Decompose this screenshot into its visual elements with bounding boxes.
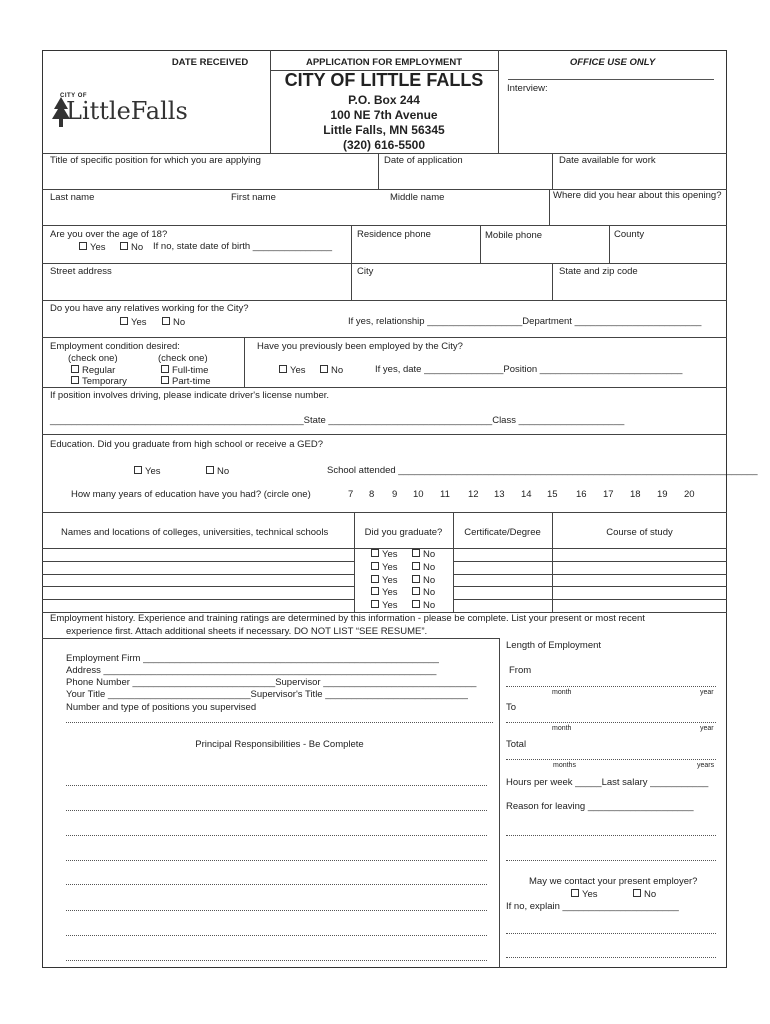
years-option[interactable]: 13: [494, 489, 505, 500]
city-logo: CITY OF LittleFalls: [52, 93, 182, 127]
history-instruction-1: Employment history. Experience and training ratings are determined by this information - please be complete. List your present or most recent: [50, 613, 645, 624]
position-title-label: Title of specific position for which you are applying: [50, 155, 261, 166]
relatives-question: Do you have any relatives working for the City?: [50, 303, 249, 314]
checkbox[interactable]: [412, 600, 420, 608]
years-option[interactable]: 19: [657, 489, 668, 500]
age-no-checkbox[interactable]: No: [120, 242, 143, 253]
responsibility-line[interactable]: [66, 960, 487, 961]
city-label: City: [357, 266, 374, 277]
to-label: To: [506, 702, 517, 713]
explain-line[interactable]: [506, 957, 716, 958]
total-line[interactable]: [506, 759, 716, 760]
address-line-1: P.O. Box 244: [348, 93, 420, 107]
responsibility-line[interactable]: [66, 810, 487, 811]
employment-firm-field[interactable]: Employment Firm ________________________________________________________: [66, 653, 439, 664]
state-zip-label: State and zip code: [559, 266, 638, 277]
address-line-3: Little Falls, MN 56345: [323, 123, 445, 137]
prev-date-position-field[interactable]: If yes, date _______________Position ___________________________: [375, 364, 683, 375]
responsibility-line[interactable]: [66, 884, 487, 885]
responsibility-line[interactable]: [66, 910, 487, 911]
checkbox[interactable]: [279, 365, 287, 373]
year-caption: year: [700, 689, 714, 696]
from-line[interactable]: [506, 686, 716, 687]
checkbox[interactable]: [71, 376, 79, 384]
age-question: Are you over the age of 18?: [50, 229, 168, 240]
principal-responsibilities-label: Principal Responsibilities - Be Complete: [195, 739, 364, 750]
first-name-label: First name: [231, 192, 276, 203]
reason-line[interactable]: [506, 835, 716, 836]
responsibility-line[interactable]: [66, 860, 487, 861]
years-option[interactable]: 14: [521, 489, 532, 500]
years-option[interactable]: 18: [630, 489, 641, 500]
checkbox[interactable]: [79, 242, 87, 250]
month-caption: month: [552, 689, 572, 696]
fulltime-checkbox[interactable]: Full-time: [161, 365, 208, 376]
check-one-label: (check one): [68, 353, 118, 364]
mobile-phone-label: Mobile phone: [485, 230, 543, 241]
contact-no-checkbox[interactable]: No: [633, 889, 656, 900]
checkbox[interactable]: [412, 549, 420, 557]
date-received-label: DATE RECEIVED: [171, 57, 249, 68]
responsibility-line[interactable]: [66, 935, 487, 936]
state-birth-field[interactable]: If no, state date of birth _______________: [153, 241, 333, 252]
checkbox[interactable]: [134, 466, 142, 474]
years-option[interactable]: 15: [547, 489, 558, 500]
responsibility-line[interactable]: [66, 835, 487, 836]
city-name: CITY OF LITTLE FALLS: [284, 70, 484, 90]
graduate-yes-checkbox[interactable]: Yes: [371, 549, 398, 560]
colleges-header: Names and locations of colleges, universities, technical schools: [61, 527, 329, 538]
relatives-yes-checkbox[interactable]: Yes: [120, 317, 147, 328]
checkbox[interactable]: [206, 466, 214, 474]
checkbox[interactable]: [161, 376, 169, 384]
length-employment-label: Length of Employment: [506, 640, 602, 651]
checkbox[interactable]: [412, 575, 420, 583]
certificate-header: Certificate/Degree: [464, 527, 541, 538]
education-question: Education. Did you graduate from high school or receive a GED?: [50, 439, 324, 450]
check-one-label: (check one): [158, 353, 208, 364]
positions-supervised-label: Number and type of positions you supervised: [66, 702, 257, 713]
checkbox[interactable]: [412, 562, 420, 570]
positions-supervised-line[interactable]: [66, 722, 493, 723]
street-address-label: Street address: [50, 266, 112, 277]
from-label: From: [509, 665, 532, 676]
graduate-no-checkbox[interactable]: No: [412, 562, 435, 573]
school-attended-field[interactable]: School attended ____________________________________________________________________: [327, 465, 758, 476]
years-option[interactable]: 17: [603, 489, 614, 500]
to-line[interactable]: [506, 722, 716, 723]
graduate-no-checkbox[interactable]: No: [412, 587, 435, 598]
employment-condition-label: Employment condition desired:: [50, 341, 180, 352]
years-option[interactable]: 16: [576, 489, 587, 500]
graduate-yes-checkbox[interactable]: Yes: [371, 575, 398, 586]
residence-phone-label: Residence phone: [357, 229, 431, 240]
month-caption: month: [552, 725, 572, 732]
application-form: [42, 50, 727, 968]
months-caption: months: [553, 762, 576, 769]
graduate-yes-checkbox[interactable]: Yes: [371, 562, 398, 573]
title-supervisor-title-field[interactable]: Your Title ___________________________Supervisor's Title ___________________________: [66, 689, 468, 700]
graduate-yes-checkbox[interactable]: Yes: [371, 587, 398, 598]
years-caption: years: [697, 762, 715, 769]
checkbox[interactable]: [71, 365, 79, 373]
checkbox[interactable]: [120, 242, 128, 250]
ged-no-checkbox[interactable]: No: [206, 466, 229, 477]
application-title: APPLICATION FOR EMPLOYMENT: [305, 57, 463, 68]
parttime-checkbox[interactable]: Part-time: [161, 376, 211, 387]
address-line-2: 100 NE 7th Avenue: [330, 108, 438, 122]
graduate-header: Did you graduate?: [364, 527, 443, 538]
years-option[interactable]: 10: [413, 489, 424, 500]
years-option[interactable]: 11: [440, 489, 450, 500]
checkbox[interactable]: [371, 587, 379, 595]
reason-line[interactable]: [506, 860, 716, 861]
temporary-checkbox[interactable]: Temporary: [71, 376, 127, 387]
interview-label: Interview:: [507, 83, 548, 94]
previously-employed-question: Have you previously been employed by the City?: [257, 341, 463, 352]
checkbox[interactable]: [412, 587, 420, 595]
checkbox[interactable]: [371, 549, 379, 557]
years-option[interactable]: 9: [392, 489, 398, 500]
date-available-label: Date available for work: [559, 155, 656, 166]
license-field[interactable]: ________________________________________________State _______________________________Class ____________________: [50, 415, 625, 426]
checkbox[interactable]: [371, 575, 379, 583]
phone-number: (320) 616-5500: [342, 138, 426, 152]
relationship-field[interactable]: If yes, relationship __________________Department ________________________: [348, 316, 702, 327]
regular-checkbox[interactable]: Regular: [71, 365, 115, 376]
course-header: Course of study: [606, 527, 673, 538]
office-use-label: OFFICE USE ONLY: [569, 57, 656, 68]
explain-field[interactable]: If no, explain ______________________: [506, 901, 679, 912]
graduate-yes-checkbox[interactable]: Yes: [371, 600, 398, 611]
hear-about-label: Where did you hear about this opening?: [553, 190, 722, 201]
age-yes-checkbox[interactable]: Yes: [79, 242, 106, 253]
history-instruction-2: experience first. Attach additional sheets if necessary. DO NOT LIST “SEE RESUME”.: [66, 626, 428, 637]
graduate-no-checkbox[interactable]: No: [412, 600, 435, 611]
checkbox[interactable]: [371, 562, 379, 570]
middle-name-label: Middle name: [390, 192, 445, 203]
date-of-application-label: Date of application: [384, 155, 463, 166]
responsibility-line[interactable]: [66, 785, 487, 786]
checkbox[interactable]: [371, 600, 379, 608]
last-name-label: Last name: [50, 192, 95, 203]
years-option[interactable]: 7: [348, 489, 354, 500]
total-label: Total: [506, 739, 527, 750]
years-option[interactable]: 8: [369, 489, 375, 500]
checkbox[interactable]: [320, 365, 328, 373]
prev-no-checkbox[interactable]: No: [320, 365, 343, 376]
explain-line[interactable]: [506, 933, 716, 934]
reason-leaving-field[interactable]: Reason for leaving ____________________: [506, 801, 694, 812]
checkbox[interactable]: [120, 317, 128, 325]
prev-yes-checkbox[interactable]: Yes: [279, 365, 306, 376]
checkbox[interactable]: [161, 365, 169, 373]
years-education-question: How many years of education have you had? (circle one): [71, 489, 311, 500]
contact-yes-checkbox[interactable]: Yes: [571, 889, 598, 900]
checkbox[interactable]: [162, 317, 170, 325]
years-option[interactable]: 12: [468, 489, 479, 500]
contact-employer-question: May we contact your present employer?: [529, 876, 698, 887]
address-field[interactable]: Address _______________________________________________________________: [66, 665, 437, 676]
graduate-no-checkbox[interactable]: No: [412, 549, 435, 560]
graduate-no-checkbox[interactable]: No: [412, 575, 435, 586]
county-label: County: [614, 229, 645, 240]
relatives-no-checkbox[interactable]: No: [162, 317, 185, 328]
year-caption: year: [700, 725, 714, 732]
ged-yes-checkbox[interactable]: Yes: [134, 466, 161, 477]
years-option[interactable]: 20: [684, 489, 695, 500]
phone-supervisor-field[interactable]: Phone Number ___________________________Supervisor _____________________________: [66, 677, 477, 688]
checkbox[interactable]: [633, 889, 641, 897]
checkbox[interactable]: [571, 889, 579, 897]
driving-question: If position involves driving, please indicate driver's license number.: [50, 390, 330, 401]
interview-line[interactable]: [508, 79, 714, 80]
hours-salary-field[interactable]: Hours per week _____Last salary ___________: [506, 777, 709, 788]
